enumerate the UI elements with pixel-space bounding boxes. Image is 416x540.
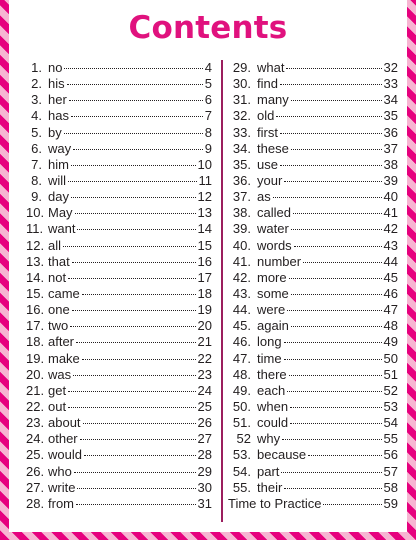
entry-number: 46. [232, 334, 251, 350]
entry-number: 41. [232, 253, 251, 269]
contents-entry [228, 254, 398, 270]
dot-leader [71, 165, 196, 166]
entry-word: as [257, 189, 271, 205]
entry-word: after [48, 334, 75, 350]
contents-entry [26, 318, 212, 334]
contents-entry [228, 447, 398, 463]
entry-number: 29. [232, 60, 251, 75]
dot-leader [284, 359, 382, 360]
entry-number: 30. [232, 76, 251, 92]
entry-number: 8. [31, 172, 42, 188]
entry-word: want [48, 221, 76, 237]
entry-number: 43. [232, 285, 251, 301]
contents-entry [26, 125, 212, 141]
entry-word: your [257, 172, 283, 188]
entry-word: make [48, 350, 80, 366]
dot-leader [323, 504, 381, 505]
contents-entry [26, 270, 212, 286]
contents-page [9, 0, 407, 532]
entry-page-number: 55 [383, 431, 398, 447]
entry-page-number: 54 [383, 415, 398, 431]
contents-entry [26, 238, 212, 254]
dot-leader [287, 310, 381, 311]
dot-leader [291, 100, 382, 101]
entry-number: 18. [26, 334, 45, 350]
entry-number: 1. [31, 60, 42, 75]
entry-page-number: 15 [197, 237, 212, 253]
entry-page-number: 21 [197, 334, 212, 350]
contents-entry [26, 302, 212, 318]
entry-number: 31. [232, 92, 251, 108]
entry-page-number: 20 [197, 318, 212, 334]
contents-entry [26, 480, 212, 496]
entry-word: when [257, 398, 289, 414]
entry-number: 32. [232, 108, 251, 124]
contents-entry [26, 447, 212, 463]
entry-page-number: 49 [383, 334, 398, 350]
entry-page-number: 4 [204, 60, 212, 75]
dot-leader [291, 229, 382, 230]
dot-leader [75, 213, 196, 214]
entry-page-number: 47 [383, 302, 398, 318]
entry-number: 13. [26, 253, 45, 269]
entry-page-number: 25 [197, 398, 212, 414]
entry-word: were [257, 302, 286, 318]
entry-word: called [257, 205, 291, 221]
entry-word: came [48, 285, 80, 301]
entry-word: has [48, 108, 69, 124]
entry-word: find [257, 76, 278, 92]
entry-word: long [257, 334, 282, 350]
entry-word: some [257, 285, 289, 301]
entry-number: 33. [232, 124, 251, 140]
dot-leader [67, 84, 203, 85]
entry-number: 25. [26, 447, 45, 463]
entry-number: 54. [232, 463, 251, 479]
dot-leader [68, 181, 196, 182]
entry-word: number [257, 253, 302, 269]
entry-number: 37. [232, 189, 251, 205]
entry-page-number: 33 [383, 76, 398, 92]
contents-entry [26, 334, 212, 350]
entry-page-number: 36 [383, 124, 398, 140]
entry-number: 48. [232, 366, 251, 382]
dot-leader [303, 262, 381, 263]
dot-leader [284, 488, 381, 489]
contents-entry [228, 318, 398, 334]
entry-number: 38. [232, 205, 251, 221]
contents-entry [228, 334, 398, 350]
entry-number: 3. [31, 92, 42, 108]
entry-number: 4. [31, 108, 42, 124]
contents-entry-time-to-practice [228, 496, 398, 512]
entry-word: many [257, 92, 289, 108]
contents-entry [26, 286, 212, 302]
entry-word: from [48, 495, 74, 511]
entry-page-number: 30 [197, 479, 212, 495]
entry-number: 10. [26, 205, 45, 221]
entry-number: 27. [26, 479, 45, 495]
entry-page-number: 7 [204, 108, 212, 124]
dot-leader [291, 149, 382, 150]
entry-page-number: 52 [383, 382, 398, 398]
page-title: Contents [128, 10, 288, 46]
dot-leader [83, 423, 196, 424]
entry-page-number: 17 [197, 269, 212, 285]
entry-word: more [257, 269, 287, 285]
entry-page-number: 5 [204, 76, 212, 92]
entry-page-number: 38 [383, 156, 398, 172]
entry-page-number: 27 [197, 431, 212, 447]
dot-leader [68, 391, 195, 392]
entry-word: would [48, 447, 82, 463]
contents-entry [26, 173, 212, 189]
contents-entry [228, 238, 398, 254]
entry-number: 5. [31, 124, 42, 140]
entry-word: one [48, 302, 70, 318]
entry-number: 53. [232, 447, 251, 463]
entry-number: 34. [232, 140, 251, 156]
entry-page-number: 40 [383, 189, 398, 205]
dot-leader [73, 375, 195, 376]
entry-word: Time to Practice [228, 495, 322, 511]
dot-leader [77, 488, 195, 489]
entry-page-number: 19 [197, 302, 212, 318]
entry-word: May [48, 205, 73, 221]
entry-page-number: 41 [383, 205, 398, 221]
dot-leader [63, 246, 196, 247]
entry-page-number: 58 [383, 479, 398, 495]
entry-word: could [257, 415, 289, 431]
entry-page-number: 44 [383, 253, 398, 269]
entry-page-number: 53 [383, 398, 398, 414]
dot-leader [273, 197, 382, 198]
dot-leader [286, 68, 381, 69]
dot-leader [290, 407, 381, 408]
entry-number: 55. [232, 479, 251, 495]
dot-leader [68, 278, 195, 279]
contents-entry [26, 254, 212, 270]
entry-word: these [257, 140, 289, 156]
entry-page-number: 18 [197, 285, 212, 301]
contents-entry [228, 92, 398, 108]
entry-word: her [48, 92, 67, 108]
entry-word: part [257, 463, 280, 479]
dot-leader [84, 455, 196, 456]
entry-page-number: 59 [383, 495, 398, 511]
entry-word: not [48, 269, 67, 285]
entry-number: 51. [232, 415, 251, 431]
contents-entry [228, 480, 398, 496]
contents-entry [228, 173, 398, 189]
entry-number: 39. [232, 221, 251, 237]
entry-page-number: 45 [383, 269, 398, 285]
entry-page-number: 6 [204, 92, 212, 108]
entry-page-number: 13 [197, 205, 212, 221]
contents-entry [26, 351, 212, 367]
contents-entry [228, 351, 398, 367]
entry-number: 26. [26, 463, 45, 479]
entry-word: what [257, 60, 285, 75]
entry-word: old [257, 108, 275, 124]
contents-entry [228, 141, 398, 157]
dot-leader [80, 439, 196, 440]
entry-page-number: 22 [197, 350, 212, 366]
contents-column-right [228, 60, 398, 512]
entry-number: 36. [232, 172, 251, 188]
contents-entry [228, 270, 398, 286]
dot-leader [70, 326, 195, 327]
dot-leader [82, 294, 196, 295]
dot-leader [291, 294, 382, 295]
entry-word: no [48, 60, 63, 75]
contents-entry [228, 302, 398, 318]
dot-leader [73, 149, 203, 150]
entry-word: there [257, 366, 287, 382]
entry-word: day [48, 189, 69, 205]
contents-entry [228, 157, 398, 173]
dot-leader [72, 262, 196, 263]
dot-leader [294, 246, 382, 247]
entry-number: 15. [26, 285, 45, 301]
entry-number: 47. [232, 350, 251, 366]
contents-entry [26, 92, 212, 108]
dot-leader [282, 439, 381, 440]
entry-number: 17. [26, 318, 45, 334]
entry-page-number: 51 [383, 366, 398, 382]
dot-leader [71, 197, 196, 198]
entry-number: 42. [232, 269, 251, 285]
entry-word: again [257, 318, 289, 334]
entry-page-number: 12 [197, 189, 212, 205]
contents-entry [228, 108, 398, 124]
entry-page-number: 35 [383, 108, 398, 124]
contents-entry [228, 60, 398, 76]
contents-entry [228, 431, 398, 447]
contents-entry [228, 367, 398, 383]
contents-entry [228, 76, 398, 92]
entry-page-number: 48 [383, 318, 398, 334]
entry-word: time [257, 350, 282, 366]
contents-entry [228, 399, 398, 415]
dot-leader [276, 116, 381, 117]
entry-number: 40. [232, 237, 251, 253]
dot-leader [280, 84, 382, 85]
dot-leader [289, 375, 382, 376]
entry-page-number: 29 [197, 463, 212, 479]
dot-leader [293, 213, 382, 214]
contents-entry [26, 431, 212, 447]
contents-entry [228, 125, 398, 141]
entry-page-number: 34 [383, 92, 398, 108]
dot-leader [72, 310, 196, 311]
contents-entry [26, 108, 212, 124]
entry-page-number: 46 [383, 285, 398, 301]
entry-word: first [257, 124, 278, 140]
entry-page-number: 16 [197, 253, 212, 269]
entry-word: all [48, 237, 62, 253]
entry-page-number: 9 [204, 140, 212, 156]
entry-page-number: 8 [204, 124, 212, 140]
entry-number: 49. [232, 382, 251, 398]
contents-entry [26, 76, 212, 92]
entry-page-number: 10 [197, 156, 212, 172]
entry-word: their [257, 479, 283, 495]
entry-number: 9. [31, 189, 42, 205]
entry-word: that [48, 253, 70, 269]
entry-page-number: 39 [383, 172, 398, 188]
entry-number: 24. [26, 431, 45, 447]
dot-leader [82, 359, 196, 360]
contents-entry [26, 189, 212, 205]
dot-leader [289, 278, 382, 279]
entry-page-number: 31 [197, 495, 212, 511]
dot-leader [284, 342, 382, 343]
entry-number: 22. [26, 398, 45, 414]
entry-number: 14. [26, 269, 45, 285]
contents-entry [228, 205, 398, 221]
contents-entry [26, 464, 212, 480]
contents-entry [228, 383, 398, 399]
dot-leader [71, 116, 203, 117]
contents-entry [26, 141, 212, 157]
entry-number: 23. [26, 415, 45, 431]
entry-page-number: 43 [383, 237, 398, 253]
dot-leader [291, 326, 382, 327]
dot-leader [280, 165, 382, 166]
entry-number: 45. [232, 318, 251, 334]
dot-leader [287, 391, 381, 392]
entry-page-number: 14 [197, 221, 212, 237]
entry-word: his [48, 76, 65, 92]
contents-entry [26, 60, 212, 76]
entry-number: 6. [31, 140, 42, 156]
entry-number: 21. [26, 382, 45, 398]
dot-leader [284, 181, 381, 182]
contents-entry [228, 464, 398, 480]
entry-word: who [48, 463, 72, 479]
dot-leader [77, 229, 195, 230]
entry-word: out [48, 398, 67, 414]
entry-word: by [48, 124, 62, 140]
dot-leader [69, 100, 203, 101]
entry-word: why [257, 431, 281, 447]
contents-entry [26, 221, 212, 237]
contents-entry [26, 383, 212, 399]
entry-page-number: 56 [383, 447, 398, 463]
entry-page-number: 57 [383, 463, 398, 479]
entry-number: 16. [26, 302, 45, 318]
entry-page-number: 32 [383, 60, 398, 75]
contents-entry [26, 205, 212, 221]
dot-leader [64, 133, 203, 134]
entry-page-number: 28 [197, 447, 212, 463]
entry-page-number: 42 [383, 221, 398, 237]
contents-entry [26, 415, 212, 431]
entry-page-number: 26 [197, 415, 212, 431]
entry-word: was [48, 366, 72, 382]
dot-leader [76, 504, 196, 505]
entry-word: about [48, 415, 81, 431]
dot-leader [76, 342, 196, 343]
entry-word: get [48, 382, 67, 398]
dot-leader [64, 68, 202, 69]
entry-number: 19. [26, 350, 45, 366]
dot-leader [74, 472, 196, 473]
entry-page-number: 24 [197, 382, 212, 398]
contents-entry [228, 221, 398, 237]
contents-entry [26, 157, 212, 173]
entry-word: other [48, 431, 78, 447]
contents-entry [26, 367, 212, 383]
entry-number: 2. [31, 76, 42, 92]
entry-number: 50. [232, 398, 251, 414]
dot-leader [308, 455, 381, 456]
entry-number: 7. [31, 156, 42, 172]
entry-word: two [48, 318, 69, 334]
entry-number: 28. [26, 495, 45, 511]
entry-word: because [257, 447, 307, 463]
contents-column-left [26, 60, 212, 512]
contents-entry [228, 415, 398, 431]
entry-word: way [48, 140, 72, 156]
entry-page-number: 11 [198, 172, 212, 188]
entry-number: 44. [232, 302, 251, 318]
contents-entry [228, 286, 398, 302]
dot-leader [281, 472, 381, 473]
entry-page-number: 37 [383, 140, 398, 156]
column-divider [221, 60, 223, 522]
entry-word: will [48, 172, 67, 188]
entry-word: write [48, 479, 76, 495]
entry-word: use [257, 156, 278, 172]
entry-number: 12. [26, 237, 45, 253]
contents-entry [26, 496, 212, 512]
entry-number: 52 [236, 431, 251, 447]
entry-word: each [257, 382, 286, 398]
dot-leader [290, 423, 381, 424]
entry-word: water [257, 221, 289, 237]
entry-number: 20. [26, 366, 45, 382]
contents-entry [228, 189, 398, 205]
entry-number: 35. [232, 156, 251, 172]
entry-page-number: 23 [197, 366, 212, 382]
entry-page-number: 50 [383, 350, 398, 366]
entry-number: 11. [26, 221, 44, 237]
contents-entry [26, 399, 212, 415]
entry-word: words [257, 237, 292, 253]
dot-leader [280, 133, 382, 134]
entry-word: him [48, 156, 69, 172]
dot-leader [68, 407, 195, 408]
